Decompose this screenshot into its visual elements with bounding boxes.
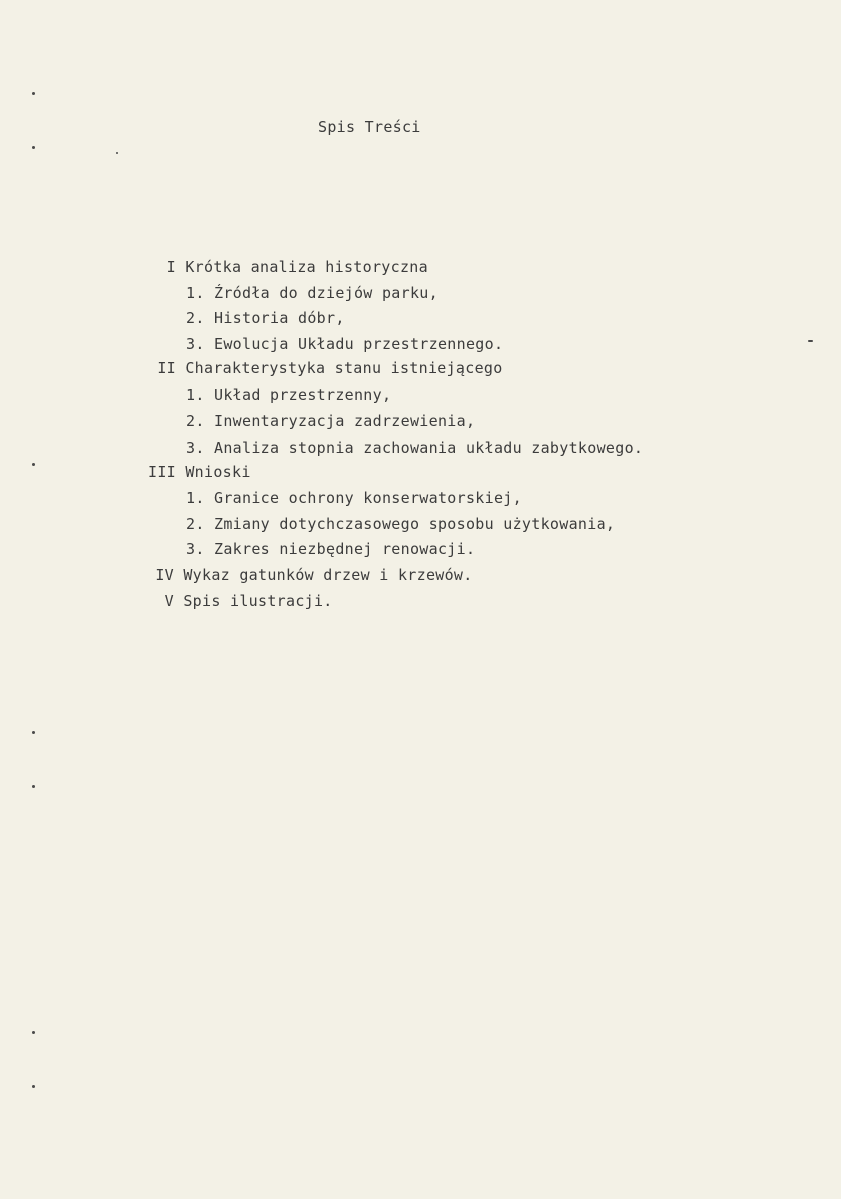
scan-speck bbox=[32, 463, 35, 466]
page-title: Spis Treści bbox=[318, 118, 421, 136]
item-label: Inwentaryzacja zadrzewienia, bbox=[214, 412, 476, 430]
item-number: 3. bbox=[186, 335, 205, 353]
section-label: Charakterystyka stanu istniejącego bbox=[185, 359, 503, 377]
section-numeral: II bbox=[157, 359, 176, 377]
scan-speck bbox=[32, 146, 35, 149]
toc-item bbox=[186, 489, 522, 507]
scan-speck bbox=[32, 92, 35, 95]
section-label: Spis ilustracji. bbox=[183, 592, 333, 610]
scan-speck bbox=[32, 731, 35, 734]
scan-speck bbox=[32, 785, 35, 788]
toc-item bbox=[186, 284, 438, 302]
toc-section bbox=[142, 463, 251, 481]
section-label: Krótka analiza historyczna bbox=[185, 258, 428, 276]
item-label: Źródła do dziejów parku, bbox=[214, 284, 438, 302]
section-label: Wykaz gatunków drzew i krzewów. bbox=[183, 566, 473, 584]
item-number: 2. bbox=[186, 412, 205, 430]
toc-item bbox=[186, 335, 503, 353]
toc-section bbox=[162, 258, 428, 276]
item-label: Zakres niezbędnej renowacji. bbox=[214, 540, 476, 558]
item-number: 2. bbox=[186, 515, 205, 533]
scan-speck bbox=[808, 340, 813, 342]
item-label: Ewolucja Układu przestrzennego. bbox=[214, 335, 504, 353]
item-number: 3. bbox=[186, 439, 205, 457]
toc-item bbox=[186, 386, 391, 404]
item-label: Historia dóbr, bbox=[214, 309, 345, 327]
item-number: 3. bbox=[186, 540, 205, 558]
toc-section bbox=[146, 566, 473, 584]
section-label: Wnioski bbox=[185, 463, 251, 481]
item-number: 2. bbox=[186, 309, 205, 327]
section-numeral: IV bbox=[155, 566, 174, 584]
section-numeral: V bbox=[164, 592, 174, 610]
scan-speck bbox=[116, 152, 118, 154]
toc-item bbox=[186, 439, 643, 457]
toc-item bbox=[186, 412, 475, 430]
item-number: 1. bbox=[186, 489, 205, 507]
item-label: Zmiany dotychczasowego sposobu użytkowania, bbox=[214, 515, 616, 533]
section-numeral: III bbox=[148, 463, 176, 481]
item-number: 1. bbox=[186, 284, 205, 302]
toc-item bbox=[186, 309, 345, 327]
toc-item bbox=[186, 515, 615, 533]
section-numeral: I bbox=[166, 258, 176, 276]
scan-speck bbox=[32, 1031, 35, 1034]
item-label: Granice ochrony konserwatorskiej, bbox=[214, 489, 522, 507]
item-number: 1. bbox=[186, 386, 205, 404]
toc-section bbox=[150, 359, 503, 377]
toc-section bbox=[158, 592, 333, 610]
scan-speck bbox=[32, 1085, 35, 1088]
toc-item bbox=[186, 540, 475, 558]
item-label: Analiza stopnia zachowania układu zabytkowego. bbox=[214, 439, 644, 457]
item-label: Układ przestrzenny, bbox=[214, 386, 392, 404]
